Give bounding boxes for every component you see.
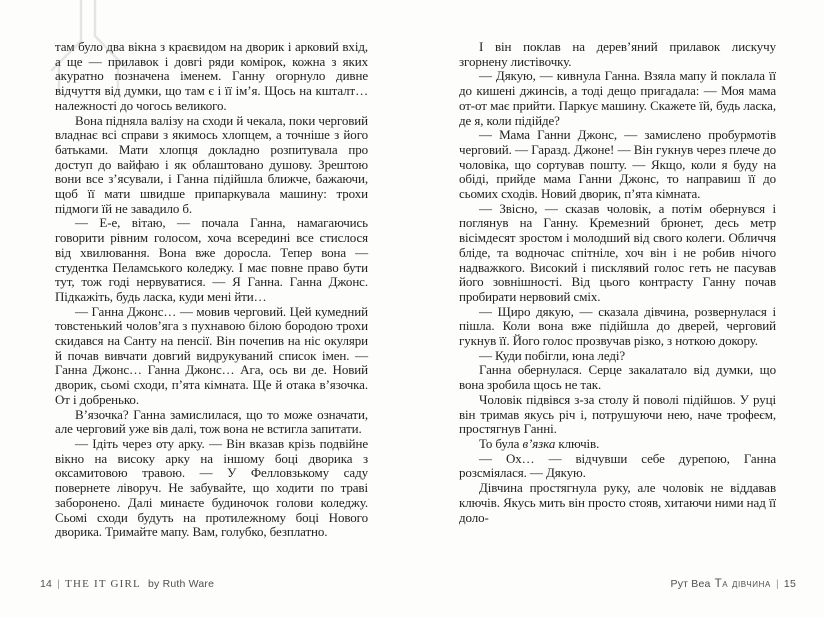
paragraph-text: — Куди побігли, юна леді? [479, 347, 626, 363]
paragraph [459, 437, 776, 452]
page-right-text [459, 40, 776, 525]
paragraph [459, 349, 776, 364]
paragraph-text: там було два вікна з краєвидом на дворик і арковий вхід, а ще — прилавок і довгі ряди комірок, кожна з яких акуратно позначена іменем. Ганну огорнуло дивне відчуття від думки, що там є і її ім’я. Щось на кшталт… належності до чогось великого. [55, 39, 368, 113]
paragraph-text: — Мама Ганни Джонс, — замислено пробурмотів черговий. — Гаразд. Джоне! — Він гукнув через плече до чоловіка, що сортував пошту. — Якщо, коли я буду на обіді, прийде мама Ганни Джонс, то направиш її до сьомих сходів. Новий дворик, п’ята кімната. [459, 127, 776, 202]
paragraph-text: — Щиро дякую, — сказала дівчина, розвернулася і пішла. Коли вона вже підійшла до дверей, черговий гукнув її. Його голос прозвучав різко, з ноткою докору. [459, 303, 776, 349]
paragraph [459, 202, 776, 305]
footer-author: Рут Веа [670, 578, 711, 590]
paragraph [459, 40, 776, 69]
paragraph-text: ключів. [555, 435, 600, 451]
paragraph-text: — Ганна Джонс… — мовив черговий. Цей кумедний товстенький чолов’яга з пухнавою білою бородою трохи скидався на Санту на пенсії. Він почепив на ніс окуляри й почав вивчати довгий видрукуваний список імен. — Ганна Джонс… Ганна Джонс… Ага, ось ви де. Новий дворик, сьомі сходи, п’ята кімната. Ще й отака в’язочка. От і добренько. [55, 303, 368, 407]
paragraph-text: То була [479, 435, 523, 451]
footer-separator: | [775, 578, 779, 590]
paragraph [459, 393, 776, 437]
page-left-footer [40, 578, 214, 590]
paragraph-text: Вона підняла валізу на сходи й чекала, поки черговий владнає всі справи з якимось хлопцем, а точніше з його батьками. Мати хлопця докладно розпитувала про доступ до вайфаю і як облаштовано душову. Зрештою вони все з’ясували, і Ганна підійшла ближче, бажаючи, щоб її мати швидше припаркувала машину: трохи підмоги їй не завадило б. [55, 112, 368, 216]
paragraph-text: Ганна обернулася. Серце закалатало від думки, що вона зробила щось не так. [459, 362, 776, 393]
footer-byline: by Ruth Ware [147, 578, 215, 590]
paragraph [55, 305, 368, 408]
paragraph-text: Чоловік підвівся з-за столу й поволі підійшов. У руці він тримав якусь річ і, потрушуючи нею, наче трофеєм, простягнув Ганні. [459, 391, 776, 437]
paragraph [459, 452, 776, 481]
paragraph [55, 216, 368, 304]
footer-page-number: 15 [783, 578, 796, 590]
footer-book-title: THE IT GIRL [65, 578, 141, 590]
paragraph-emphasis: в’язка [522, 435, 556, 451]
paragraph-text: — Ідіть через оту арку. — Він вказав крізь подвійне вікно на високу арку на іншому боці дворика з оксамитовою травою. — У Фелловзькому саду повернете ліворуч. Не забувайте, що ходити по траві заборонено. Далі минаєте будиночок голови коледжу. Сьомі сходи будуть на протилежному боці Нового дворика. Тримайте мапу. Вам, голубко, безплатно. [55, 435, 368, 540]
paragraph [459, 128, 776, 202]
paragraph [459, 69, 776, 128]
paragraph-text: — Дякую, — кивнула Ганна. Взяла мапу й поклала її до кишені джинсів, а тоді дещо пригадала: — Моя мама от-от має прийти. Паркує машину. Скажете їй, будь ласка, де я, коли підійде? [459, 68, 776, 128]
paragraph-text: — Е-е, вітаю, — почала Ганна, намагаючись говорити рівним голосом, хоча всередині все стислося від хвилювання. Вона вже доросла. Тепер вона — студентка Пеламського коледжу. І має повне право бути тут, тож годі нервуватися. — Я Ганна. Ганна Джонс. Підкажіть, будь ласка, куди мені йти… [55, 215, 368, 304]
paragraph [55, 437, 368, 540]
paragraph [459, 481, 776, 525]
paragraph-text: — Ох… — відчувши себе дурепою, Ганна розсміялася. — Дякую. [459, 450, 776, 481]
paragraph-text: — Звісно, — сказав чоловік, а потім обернувся і поглянув на Ганну. Кремезний брюнет, десь метр вісімдесят зростом і молодший від свого колеги. Обличчя бліде, та водночас спітніле, хоч він і не робив нічого надважкого. Високий і писклявий голос геть не пасував його зовнішності. Від цього контрасту Ганну почав пробирати нервовий сміх. [459, 200, 776, 304]
paragraph [459, 305, 776, 349]
footer-book-title-ua: Та дівчина [714, 578, 771, 590]
paragraph [55, 40, 368, 114]
page-right-footer [671, 578, 796, 590]
paragraph [55, 114, 368, 217]
page-left-text [55, 40, 368, 540]
footer-separator: | [57, 578, 61, 590]
paragraph-text: В’язочка? Ганна замислилася, що то може означати, але черговий уже вів далі, тож вона не встигла запитати. [55, 406, 368, 437]
paragraph [459, 363, 776, 392]
paragraph-text: І він поклав на дерев’яний прилавок лискучу згорнену листівочку. [459, 39, 776, 69]
paragraph [55, 408, 368, 437]
footer-page-number: 14 [40, 578, 53, 590]
paragraph-text: Дівчина простягнула руку, але чоловік не віддавав ключів. Якусь мить він просто стояв, хитаючи ними над її доло- [459, 480, 776, 525]
